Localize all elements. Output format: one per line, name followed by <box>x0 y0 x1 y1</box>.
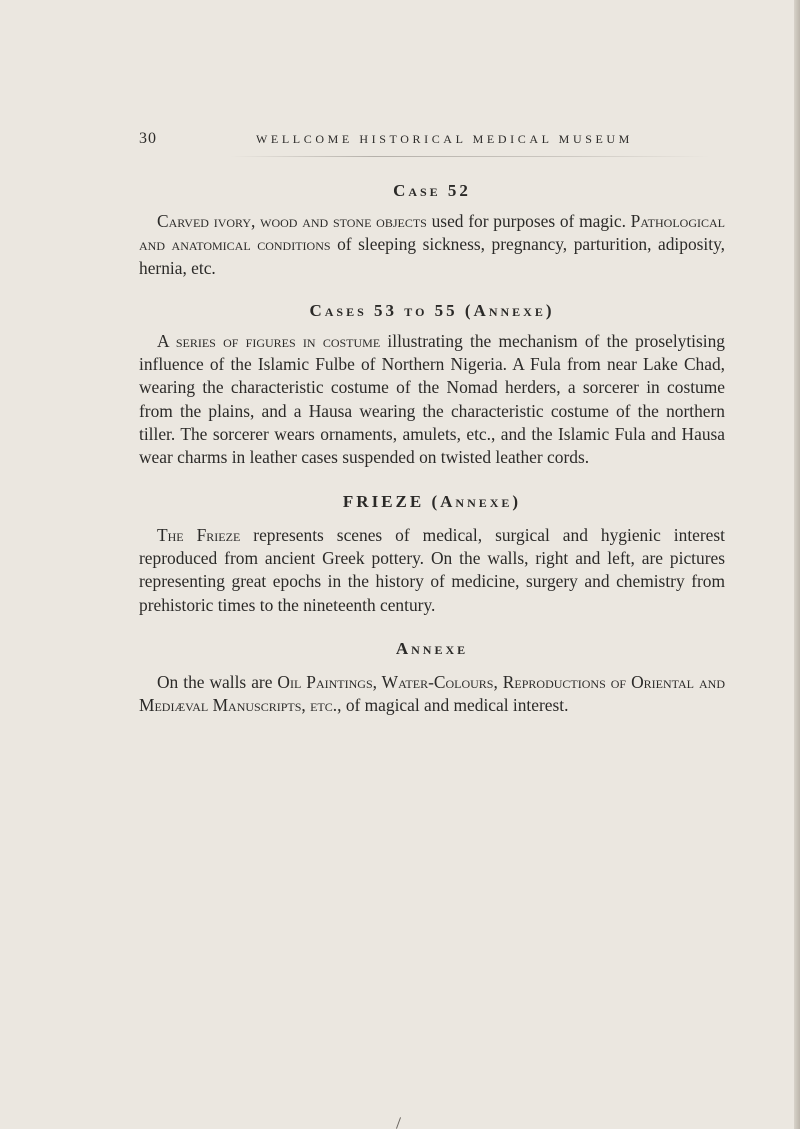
section-heading-frieze: FRIEZE (Annexe) <box>342 491 522 511</box>
paragraph-frieze <box>139 524 725 617</box>
paragraph-cases-53-55 <box>139 330 725 470</box>
page-content <box>139 180 725 717</box>
paragraph-text: illustrating the mechanism of the proselytising influence of the Islamic Fulbe of Northern Nigeria. A Fula from near Lake Chad, wearing the characteristic costume of the Nomad herders, a sorcerer in costume from the plains, and a Hausa wearing the characteristic costume of the northern tiller. The sorcerer wears ornaments, amulets, etc., and the Islamic Fula and Hausa wear charms in leather cases suspended on twisted leather cords. <box>139 330 725 468</box>
paragraph-case-52 <box>139 210 725 280</box>
section-heading-annexe: Annexe <box>395 638 469 658</box>
section-heading-case-52: Case 52 <box>393 181 471 200</box>
lead-phrase: Carved ivory, wood and stone objects <box>157 211 427 231</box>
running-header <box>139 124 739 148</box>
paragraph-text: used for purposes of magic. <box>426 211 631 231</box>
lead-phrase: Oil Paintings, Water-Colours, Reproductions of Oriental and Mediæval Manuscripts, etc. <box>139 671 725 716</box>
page-number: 30 <box>139 130 157 147</box>
section-heading-cases-53-55: Cases 53 to 55 (Annexe) <box>309 300 555 320</box>
paragraph-annexe <box>139 671 725 718</box>
lead-phrase: The Frieze <box>157 524 241 545</box>
paragraph-text: On the walls are <box>157 671 278 692</box>
lead-phrase: A series of figures in costume <box>157 330 381 351</box>
paragraph-text: of sleeping sickness, pregnancy, parturition, adiposity, hernia, etc. <box>139 234 725 278</box>
paragraph-text: represents scenes of medical, surgical and hygienic interest reproduced from ancient Greek pottery. On the walls, right and left, are pictures representing great epochs in the history of medicine, surgery and chemistry from prehistoric times to the nineteenth century. <box>139 524 725 615</box>
printer-mark <box>396 1117 401 1129</box>
header-rule <box>230 156 710 157</box>
paragraph-text: , of magical and medical interest. <box>337 695 569 716</box>
running-title: WELLCOME HISTORICAL MEDICAL MUSEUM <box>256 132 633 146</box>
lead-phrase: Pathological and anatomical conditions <box>139 211 725 255</box>
page-edge-shadow <box>794 0 800 1129</box>
